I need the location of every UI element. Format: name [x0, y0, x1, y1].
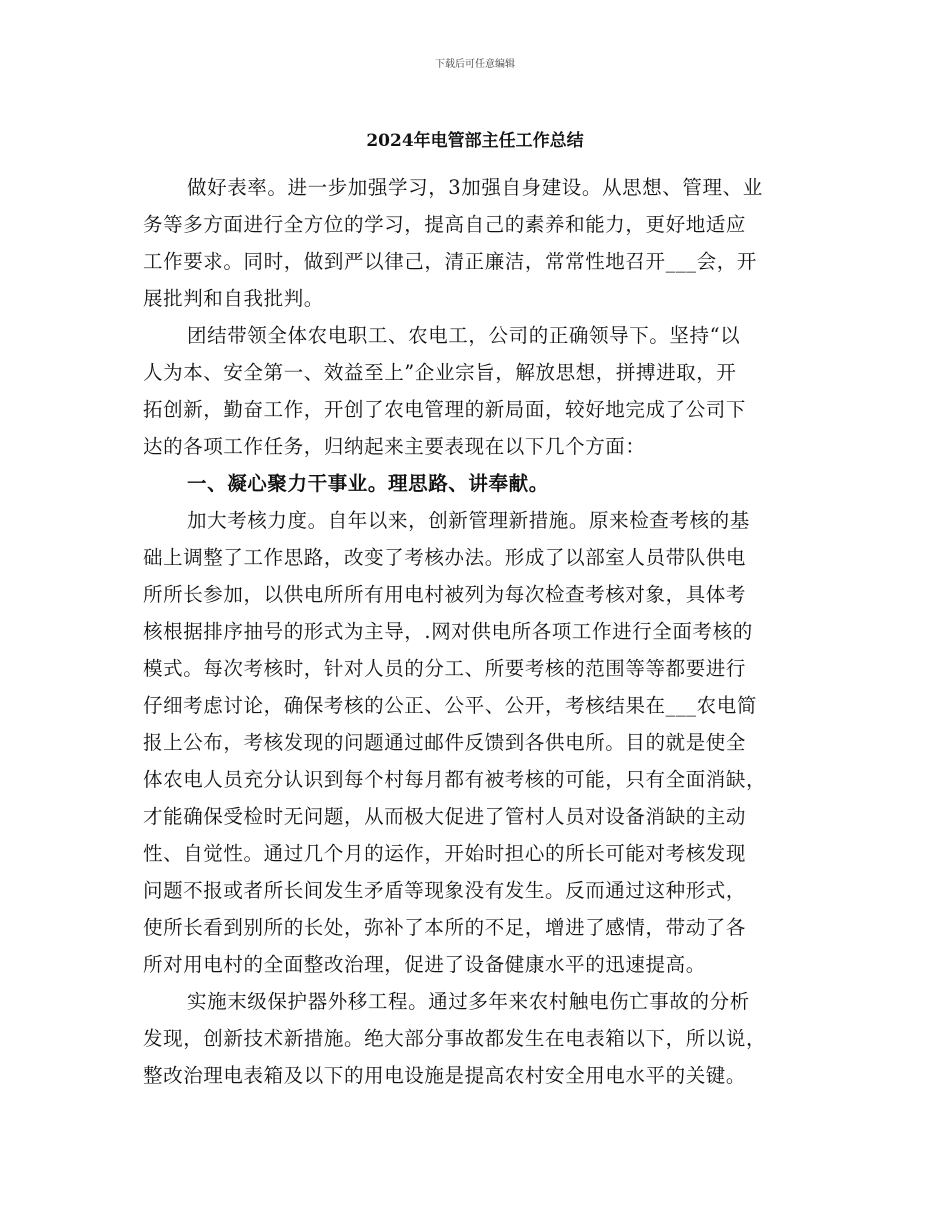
body-line: 发现，创新技术新措施。绝大部分事故都发生在电表箱以下，所以说， [143, 1027, 767, 1050]
header-note: 下载后可任意编辑 [435, 59, 515, 70]
body-line: 做好表率。进一步加强学习，3加强自身建设。从思想、管理、业 [187, 176, 763, 199]
body-line: 使所长看到别所的长处，弥补了本所的不足，增进了感情，带动了各 [143, 916, 747, 939]
body-line: 报上公布，考核发现的问题通过邮件反馈到各供电所。目的就是使全 [143, 731, 747, 754]
body-line: 整改治理电表箱及以下的用电设施是提高农村安全用电水平的关键。 [143, 1064, 747, 1087]
body-line: 仔细考虑讨论，确保考核的公正、公平、公开，考核结果在___农电简 [143, 694, 757, 717]
body-line: 模式。每次考核时，针对人员的分工、所要考核的范围等等都要进行 [143, 657, 747, 680]
body-line: 拓创新，勤奋工作，开创了农电管理的新局面，较好地完成了公司下 [143, 398, 747, 421]
body-line: 工作要求。同时，做到严以律己，清正廉洁，常常性地召开___会，开 [143, 250, 757, 273]
body-line: 所所长参加，以供电所所有用电村被列为每次检查考核对象，具体考 [143, 583, 747, 606]
body-line: 体农电人员充分认识到每个村每月都有被考核的可能，只有全面消缺， [143, 768, 767, 791]
document-title: 2024年电管部主任工作总结 [366, 131, 584, 151]
body-line: 展批判和自我批判。 [143, 287, 324, 310]
body-line: 础上调整了工作思路，改变了考核办法。形成了以部室人员带队供电 [143, 546, 747, 569]
body-line: 达的各项工作任务，归纳起来主要表现在以下几个方面： [143, 435, 646, 458]
body-line: 性、自觉性。通过几个月的运作，开始时担心的所长可能对考核发现 [143, 842, 747, 865]
body-line: 人为本、安全第一、效益至上”企业宗旨，解放思想，拼搏进取，开 [143, 361, 737, 384]
body-line: 核根据排序抽号的形式为主导，.网对供电所各项工作进行全面考核的 [143, 620, 753, 643]
section-heading: 一、凝心聚力干事业。理思路、讲奉献。 [187, 472, 549, 495]
body-line: 团结带领全体农电职工、农电工，公司的正确领导下。坚持“以 [187, 324, 741, 347]
body-line: 实施末级保护器外移工程。通过多年来农村触电伤亡事故的分析 [187, 990, 750, 1013]
body-line: 问题不报或者所长间发生矛盾等现象没有发生。反而通过这种形式， [143, 879, 747, 902]
body-line: 才能确保受检时无问题，从而极大促进了管村人员对设备消缺的主动 [143, 805, 747, 828]
body-line: 所对用电村的全面整改治理，促进了设备健康水平的迅速提高。 [143, 953, 706, 976]
body-line: 加大考核力度。自年以来，创新管理新措施。原来检查考核的基 [187, 509, 750, 532]
body-line: 务等多方面进行全方位的学习，提高自己的素养和能力，更好地适应 [143, 213, 747, 236]
